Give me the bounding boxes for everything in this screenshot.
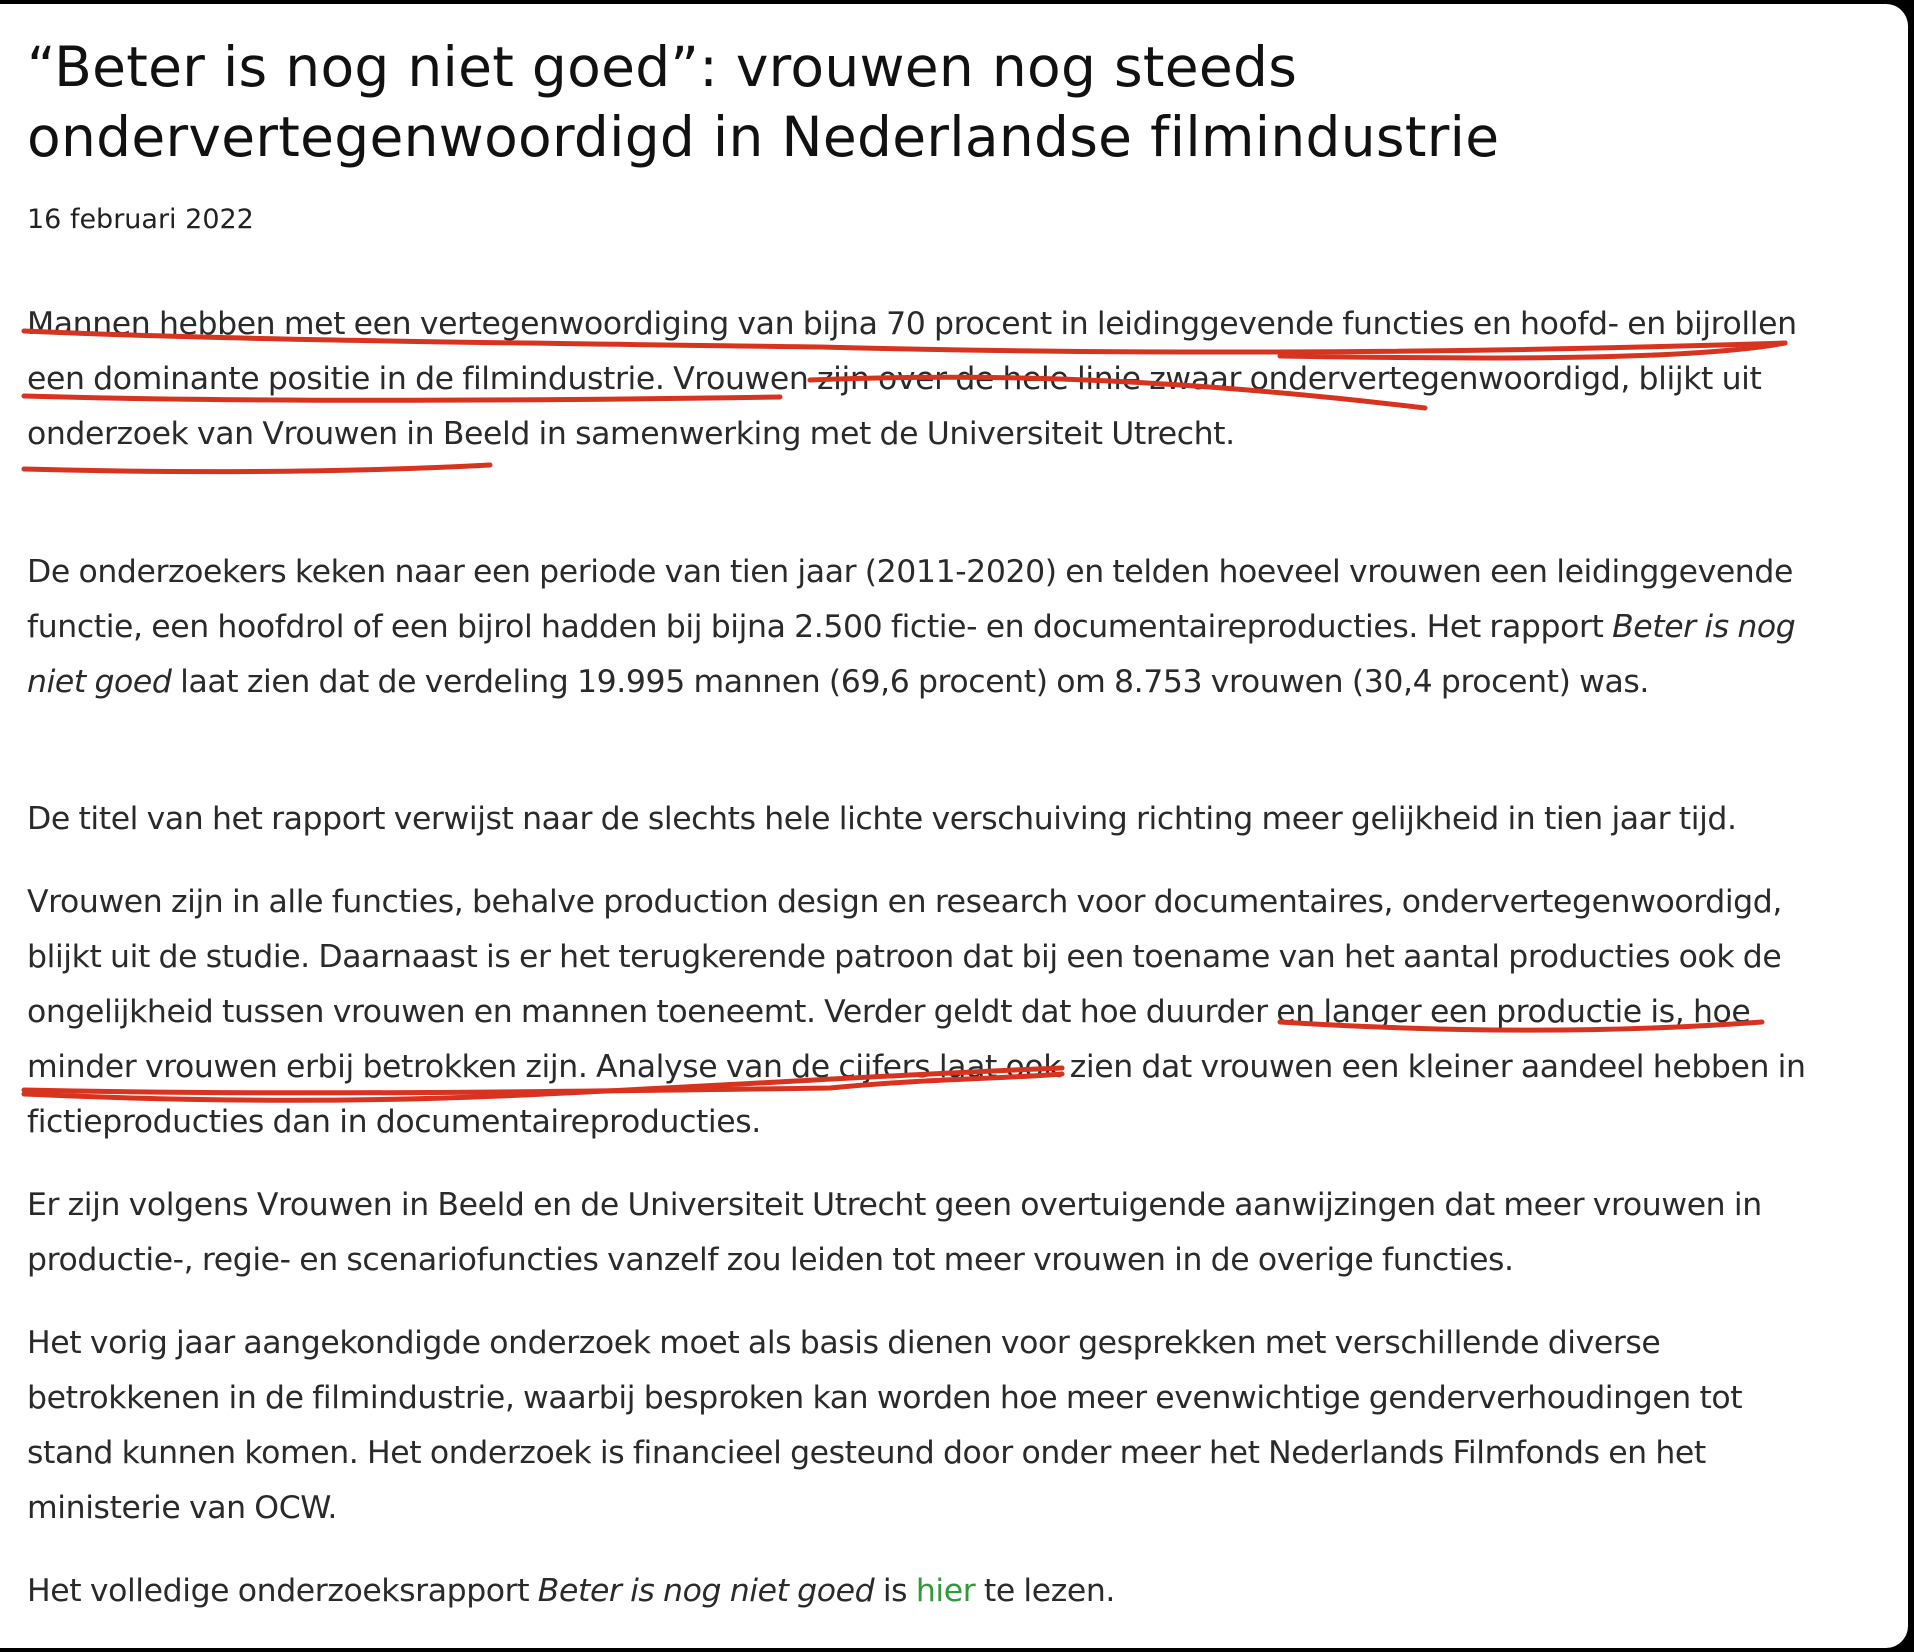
underline-mark (24, 465, 490, 472)
paragraph-text: laat zien dat de verdeling 19.995 mannen (69,6 procent) om 8.753 vrouwen (30,4 procent) was. (171, 664, 1649, 700)
paragraph-text: is (874, 1573, 916, 1609)
report-link[interactable]: hier (915, 1573, 976, 1609)
paragraph-basis-for-talks: Het vorig jaar aangekondigde onderzoek moet als basis dienen voor gesprekken met verschillende diverse betrokkenen in de filmindustrie, waarbij besproken kan worden hoe meer evenwichtige genderverhoudingen tot stand kunnen komen. Het onderzoek is financieel gesteund door onder meer het Nederlands Filmfonds en het ministerie van OCW. (27, 1325, 1743, 1526)
article-date: 16 februari 2022 (27, 204, 254, 235)
paragraph-text: De onderzoekers keken naar een periode van tien jaar (2011-2020) en telden hoeveel vrouwen een leidinggevende functie, een hoofdrol of een bijrol hadden bij bijna 2.500 fictie- en documentaireproducties. Het rapport (27, 554, 1793, 645)
paragraph-research-period (27, 545, 1807, 710)
paragraph-text: te lezen. (975, 1573, 1116, 1609)
paragraph-full-report (27, 1564, 1807, 1619)
paragraph-text: Het volledige onderzoeksrapport (27, 1573, 538, 1609)
paragraph-findings: Vrouwen zijn in alle functies, behalve production design en research voor documentaires, ondervertegenwoordigd, blijkt uit de studie. Daarnaast is er het terugkerende patroon dat bij een toename van het aantal producties ook de ongelijkheid tussen vrouwen en mannen toeneemt. Verder geldt dat hoe duurder en langer een productie is, hoe minder vrouwen erbij betrokken zijn. Analyse van de cijfers laat ook zien dat vrouwen een kleiner aandeel hebben in fictieproducties dan in documentaireproducties. (27, 884, 1806, 1140)
paragraph-report-title-meaning: De titel van het rapport verwijst naar de slechts hele lichte verschuiving richting meer gelijkheid in tien jaar tijd. (27, 801, 1737, 837)
report-title: Beter is nog niet goed (27, 609, 1796, 700)
article-page (0, 4, 1908, 1648)
paragraph-intro: Mannen hebben met een vertegenwoordiging van bijna 70 procent in leidinggevende functies en hoofd- en bijrollen een dominante positie in de filmindustrie. Vrouwen zijn over de hele linie zwaar ondervertegenwoordigd, blijkt uit onderzoek van Vrouwen in Beeld in samenwerking met de Universiteit Utrecht. (27, 306, 1797, 452)
paragraph-no-evidence: Er zijn volgens Vrouwen in Beeld en de Universiteit Utrecht geen overtuigende aanwijzingen dat meer vrouwen in productie-, regie- en scenariofuncties vanzelf zou leiden tot meer vrouwen in de overige functies. (27, 1187, 1762, 1278)
article-title: “Beter is nog niet goed”: vrouwen nog steeds ondervertegenwoordigd in Nederlandse filmindustrie (27, 35, 1500, 169)
report-title: Beter is nog niet goed (537, 1573, 875, 1609)
